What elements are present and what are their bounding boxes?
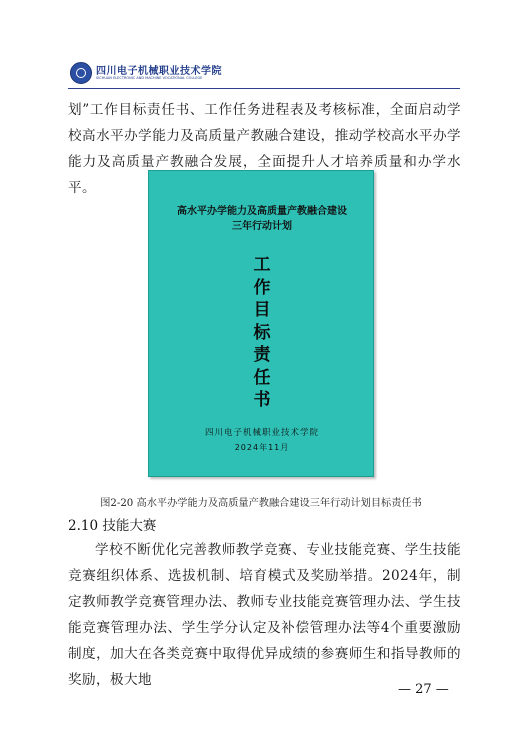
cover-char: 标 [253, 322, 271, 343]
cover-organization: 四川电子机械职业技术学院 [204, 428, 319, 438]
cover-char: 工 [253, 255, 271, 275]
school-seal-icon [70, 62, 92, 84]
cover-date: 2024年11月 [234, 443, 290, 452]
body-paragraph-2: 学校不断优化完善教师教学竞赛、专业技能竞赛、学生技能竞赛组织体系、选拔机制、培育模式及奖励举措。2024年，制定教师教学竞赛管理办法、教师专业技能竞赛管理办法、学生技能竞赛管理办法、学生学分认定及补偿管理办法等4个重要激励制度，加大在各类竞赛中取得优异成绩的参赛师生和指导教师的奖励，极大地 [68, 542, 461, 688]
page-number: — 27 — [398, 682, 449, 697]
cover-char: 书 [253, 390, 271, 410]
school-name: 四川电子机械职业技术学院 [96, 66, 222, 77]
page-header [68, 60, 460, 89]
section-heading: 2.10 技能大赛 [68, 518, 157, 534]
cover-char: 目 [253, 300, 271, 320]
cover-char: 任 [253, 367, 271, 388]
cover-title: 高水平办学能力及高质量产教融合建设 三年行动计划 [177, 206, 347, 232]
figure-caption: 图2-20 高水平办学能力及高质量产教融合建设三年行动计划目标责任书 [100, 498, 422, 509]
school-name-en: SICHUAN ELECTRONIC AND MACHINE VOCATIONAL COLLEGE [96, 76, 203, 80]
body-paragraph-1: 划”工作目标责任书、工作任务进程表及考核标准，全面启动学校高水平办学能力及高质量产教融合建设，推动学校高水平办学能力及高质量产教融合发展，全面提升人才培养质量和办学水平。 [68, 102, 461, 196]
document-cover-image [148, 170, 374, 477]
cover-big-title [149, 254, 375, 412]
cover-char: 责 [253, 345, 271, 365]
cover-char: 作 [253, 277, 271, 298]
